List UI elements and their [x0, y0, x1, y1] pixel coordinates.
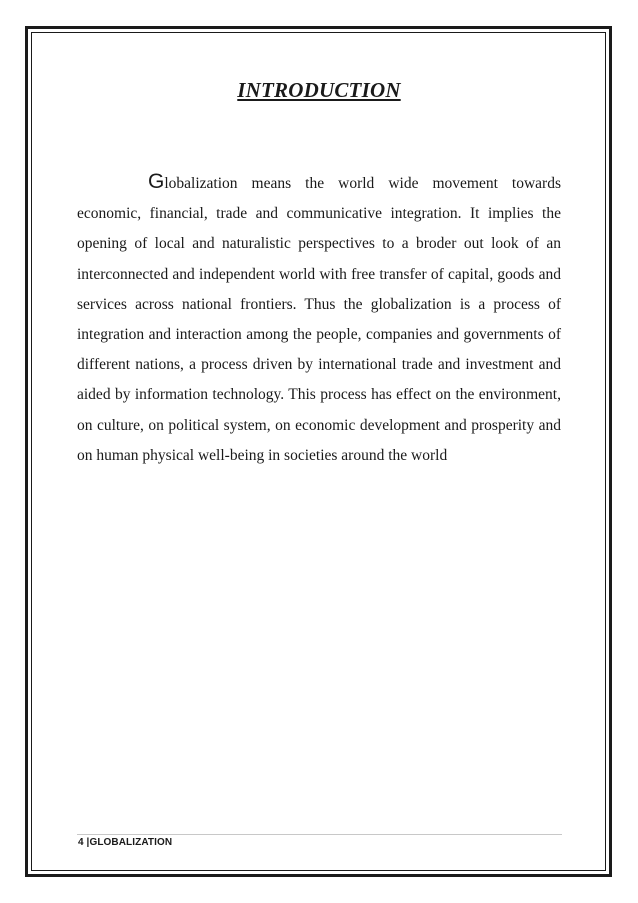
page-title: INTRODUCTION	[237, 78, 401, 102]
footer-divider	[77, 834, 562, 835]
paragraph-first-letter: G	[148, 170, 165, 193]
introduction-paragraph	[77, 167, 561, 471]
footer-page-label: 4 |GLOBALIZATION	[78, 837, 173, 848]
paragraph-text: lobalization means the world wide movement towards economic, financial, trade and communicative integration. It implies the opening of local and naturalistic perspectives to a broder out look of an interconnected and independent world with free transfer of capital, goods and services across national frontiers. Thus the globalization is a process of integration and interaction among the people, companies and governments of different nations, a process driven by international trade and investment and aided by information technology. This process has effect on the environment, on culture, on political system, on economic development and prosperity and on human physical well-being in societies around the world	[77, 175, 561, 464]
